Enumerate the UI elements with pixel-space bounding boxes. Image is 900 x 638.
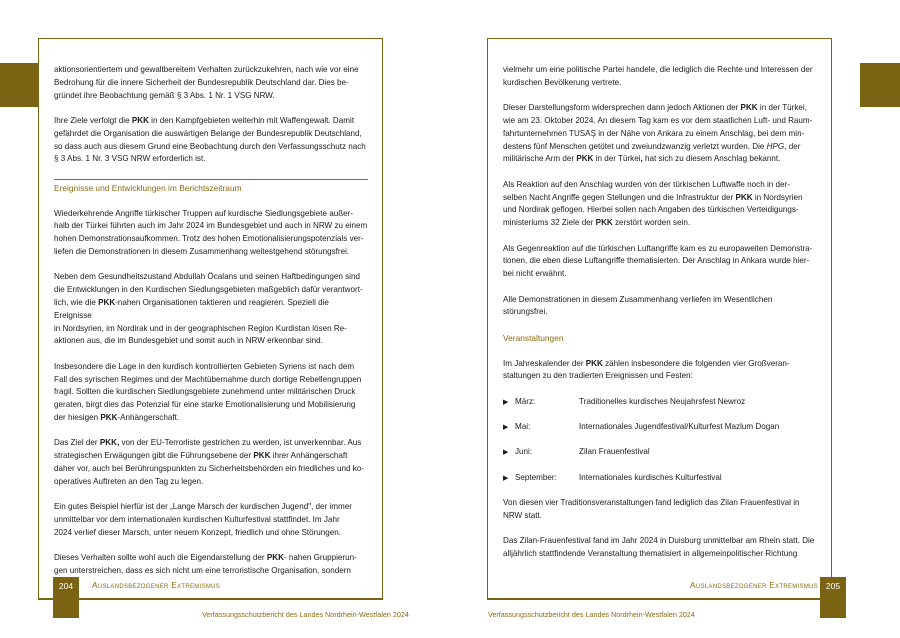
event-name: Internationales kurdisches Kulturfestival [579,472,722,482]
left-footer-line [38,598,383,600]
left-running-head: Auslandsbezogener Extremismus [92,580,221,590]
event-name: Traditionelles kurdisches Neujahrsfest Newroz [579,396,746,406]
paragraph: Als Reaktion auf den Anschlag wurden von der türkischen Luftwaffe noch in der- selben Nacht Angriffe gegen Stellungen und die Infrastruktur der PKK in Nordsyrien und Nordirak geflogen. Hierbei sollen nach Angaben des türkischen Verteidigungs- ministeriums 32 Ziele der PKK zerstört worden sein. [503,179,803,228]
left-page [38,38,383,598]
paragraph: Das Ziel der PKK, von der EU-Terrorliste gestrichen zu werden, ist unverkennbar. Aus strategischen Erwägungen gibt die Führungsebene der PKK ihrer Anhängerschaft daher vor, auch bei Berührungspunkten zu Sicherheitsbehörden ein friedliches und ko- operatives Auftreten an den Tag zu legen. [54,438,365,486]
left-publication-title: Verfassungsschutzbericht des Landes Nordrhein-Westfalen 2024 [202,610,409,619]
event-month: März: [515,396,536,406]
left-page-number: 204 [53,577,79,598]
paragraph: Ihre Ziele verfolgt die PKK in den Kampfgebieten weiterhin mit Waffengewalt. Damit gefährdet die Organisation die auswärtigen Belange der Bundesrepublik Deutschland, so dass auch aus diesem Grund eine Beobachtung durch den Verfassungsschutz nach § 3 Abs. 1 Nr. 3 VSG NRW erforderlich ist. [54,115,366,164]
section-heading-veranstaltungen: Veranstaltungen [503,332,564,343]
right-publication-title: Verfassungsschutzbericht des Landes Nordrhein-Westfalen 2024 [488,610,695,619]
event-name: Zilan Frauenfestival [579,447,650,457]
right-page [487,38,832,598]
event-month: Juni: [515,447,533,457]
paragraph: aktionsorientiertem und gewaltbereitem Verhalten zurückzukehren, nach wie vor eine Bedrohung für die innere Sicherheit der Bundesrepublik Deutschland dar. Dies be- gründet ihre Beobachtung gemäß § 3 Abs. 1 Nr. 1 VSG NRW. [54,65,359,100]
left-page-number-tab [53,598,79,618]
triangle-bullet-icon: ▶ [503,424,509,432]
event-month: Mai: [515,422,531,432]
event-list-item [503,446,817,459]
left-page-body [54,64,368,590]
event-month: September: [515,472,557,482]
left-edge-tab [0,63,39,107]
right-page-body [503,64,817,574]
paragraph: Alle Demonstrationen in diesem Zusammenhang verliefen im Wesentlichen störungsfrei. [503,294,773,317]
paragraph: Das Zilan-Frauenfestival fand im Jahr 2024 in Duisburg unmittelbar am Rhein statt. Die alljährlich stattfindende Veranstaltung thematisiert in allgemeinpolitischer Richtung [503,536,815,559]
triangle-bullet-icon: ▶ [503,449,509,457]
paragraph: Ein gutes Beispiel hierfür ist der „Lange Marsch der kurdischen Jugend", der immer unmittelbar vor dem internationalen kurdischen Kulturfestival stattfindet. Im Jahr 2024 verlief dieser Marsch, unter neuem Konzept, friedlich und ohne Störungen. [54,502,352,537]
paragraph: Dieser Darstellungsform widersprechen dann jedoch Aktionen der PKK in der Türkei, wie am 23. Oktober 2024. An diesem Tag kam es vor dem staatlichen Luft- und Raum- fahrtunternehmen TUSAŞ in der Nähe von Ankara zu einem Anschlag, bei dem min- destens fünf Menschen getötet und zweiundzwanzig verletzt wurden. Die HPG, der militärische Arm der PKK in der Türkei, hat sich zu diesem Anschlag bekannt. [503,103,813,164]
right-running-head: Auslandsbezogener Extremismus [690,580,819,590]
right-page-number: 205 [820,577,846,598]
section-heading-events: Ereignisse und Entwicklungen im Berichtszeitraum [54,179,368,195]
event-name: Internationales Jugendfestival/Kulturfest Mazlum Dogan [579,422,780,432]
right-page-number-tab [820,598,846,618]
triangle-bullet-icon: ▶ [503,398,509,406]
paragraph: vielmehr um eine politische Partei handele, die lediglich die Rechte und Interessen der kurdischen Bevölkerung vertrete. [503,65,813,87]
right-footer-line [487,598,832,600]
paragraph: Insbesondere die Lage in den kurdisch kontrollierten Gebieten Syriens ist nach dem Fall des syrischen Regimes und der Machtübernahme durch dortige Rebellengruppen fragil. Sollten die kurdischen Siedlungsgebiete zunehmend unter militärischen Druck geraten, birgt dies das Potenzial für eine starke Emotionalisierung und Mobilisierung der hiesigen PKK-Anhängerschaft. [54,361,362,422]
paragraph: Neben dem Gesundheitszustand Abdullah Öcalans und seinen Haftbedingungen sind die Entwicklungen in den Kurdischen Siedlungsgebieten maßgeblich dafür verantwort- lich, wie die PKK-nahen Organisationen taktieren und reagieren. Speziell die Ereignisse in Nordsyrien, im Nordirak und in der geographischen Region Kurdistan lösen Re- aktionen aus, die im Bundesgebiet und somit auch in NRW erkennbar sind. [54,272,363,346]
event-list-item [503,421,817,434]
event-list-item [503,472,817,485]
paragraph: Dieses Verhalten sollte wohl auch die Eigendarstellung der PKK- nahen Gruppierun- gen unterstreichen, dass es sich nicht um eine terroristische Organisation, sondern [54,553,357,575]
right-edge-tab [860,63,900,107]
paragraph: Von diesen vier Traditionsveranstaltungen fand lediglich das Zilan Frauenfestival in NRW statt. [503,498,800,521]
triangle-bullet-icon: ▶ [503,474,509,482]
paragraph: Als Gegenreaktion auf die türkischen Luftangriffe kam es zu europaweiten Demonstra- tionen, die eben diese Luftangriffe thematisierten. Der Anschlag in Ankara wurde hier- bei nicht erwähnt. [503,243,813,279]
paragraph: Wiederkehrende Angriffe türkischer Truppen auf kurdische Siedlungsgebiete außer- halb der Türkei führten auch im Jahr 2024 im Bundesgebiet und auch in NRW zu einem hohen Demonstrationsaufkommen. Trotz des hohen Emotionalisierungspotenzials ver- liefen die Demonstrationen in diesem Zusammenhang weitestgehend störungsfrei. [54,208,368,256]
event-list-item [503,396,817,409]
paragraph: Im Jahreskalender der PKK zählen insbesondere die folgenden vier Großveran- staltungen zu den tradierten Ereignissen und Festen: [503,358,790,381]
